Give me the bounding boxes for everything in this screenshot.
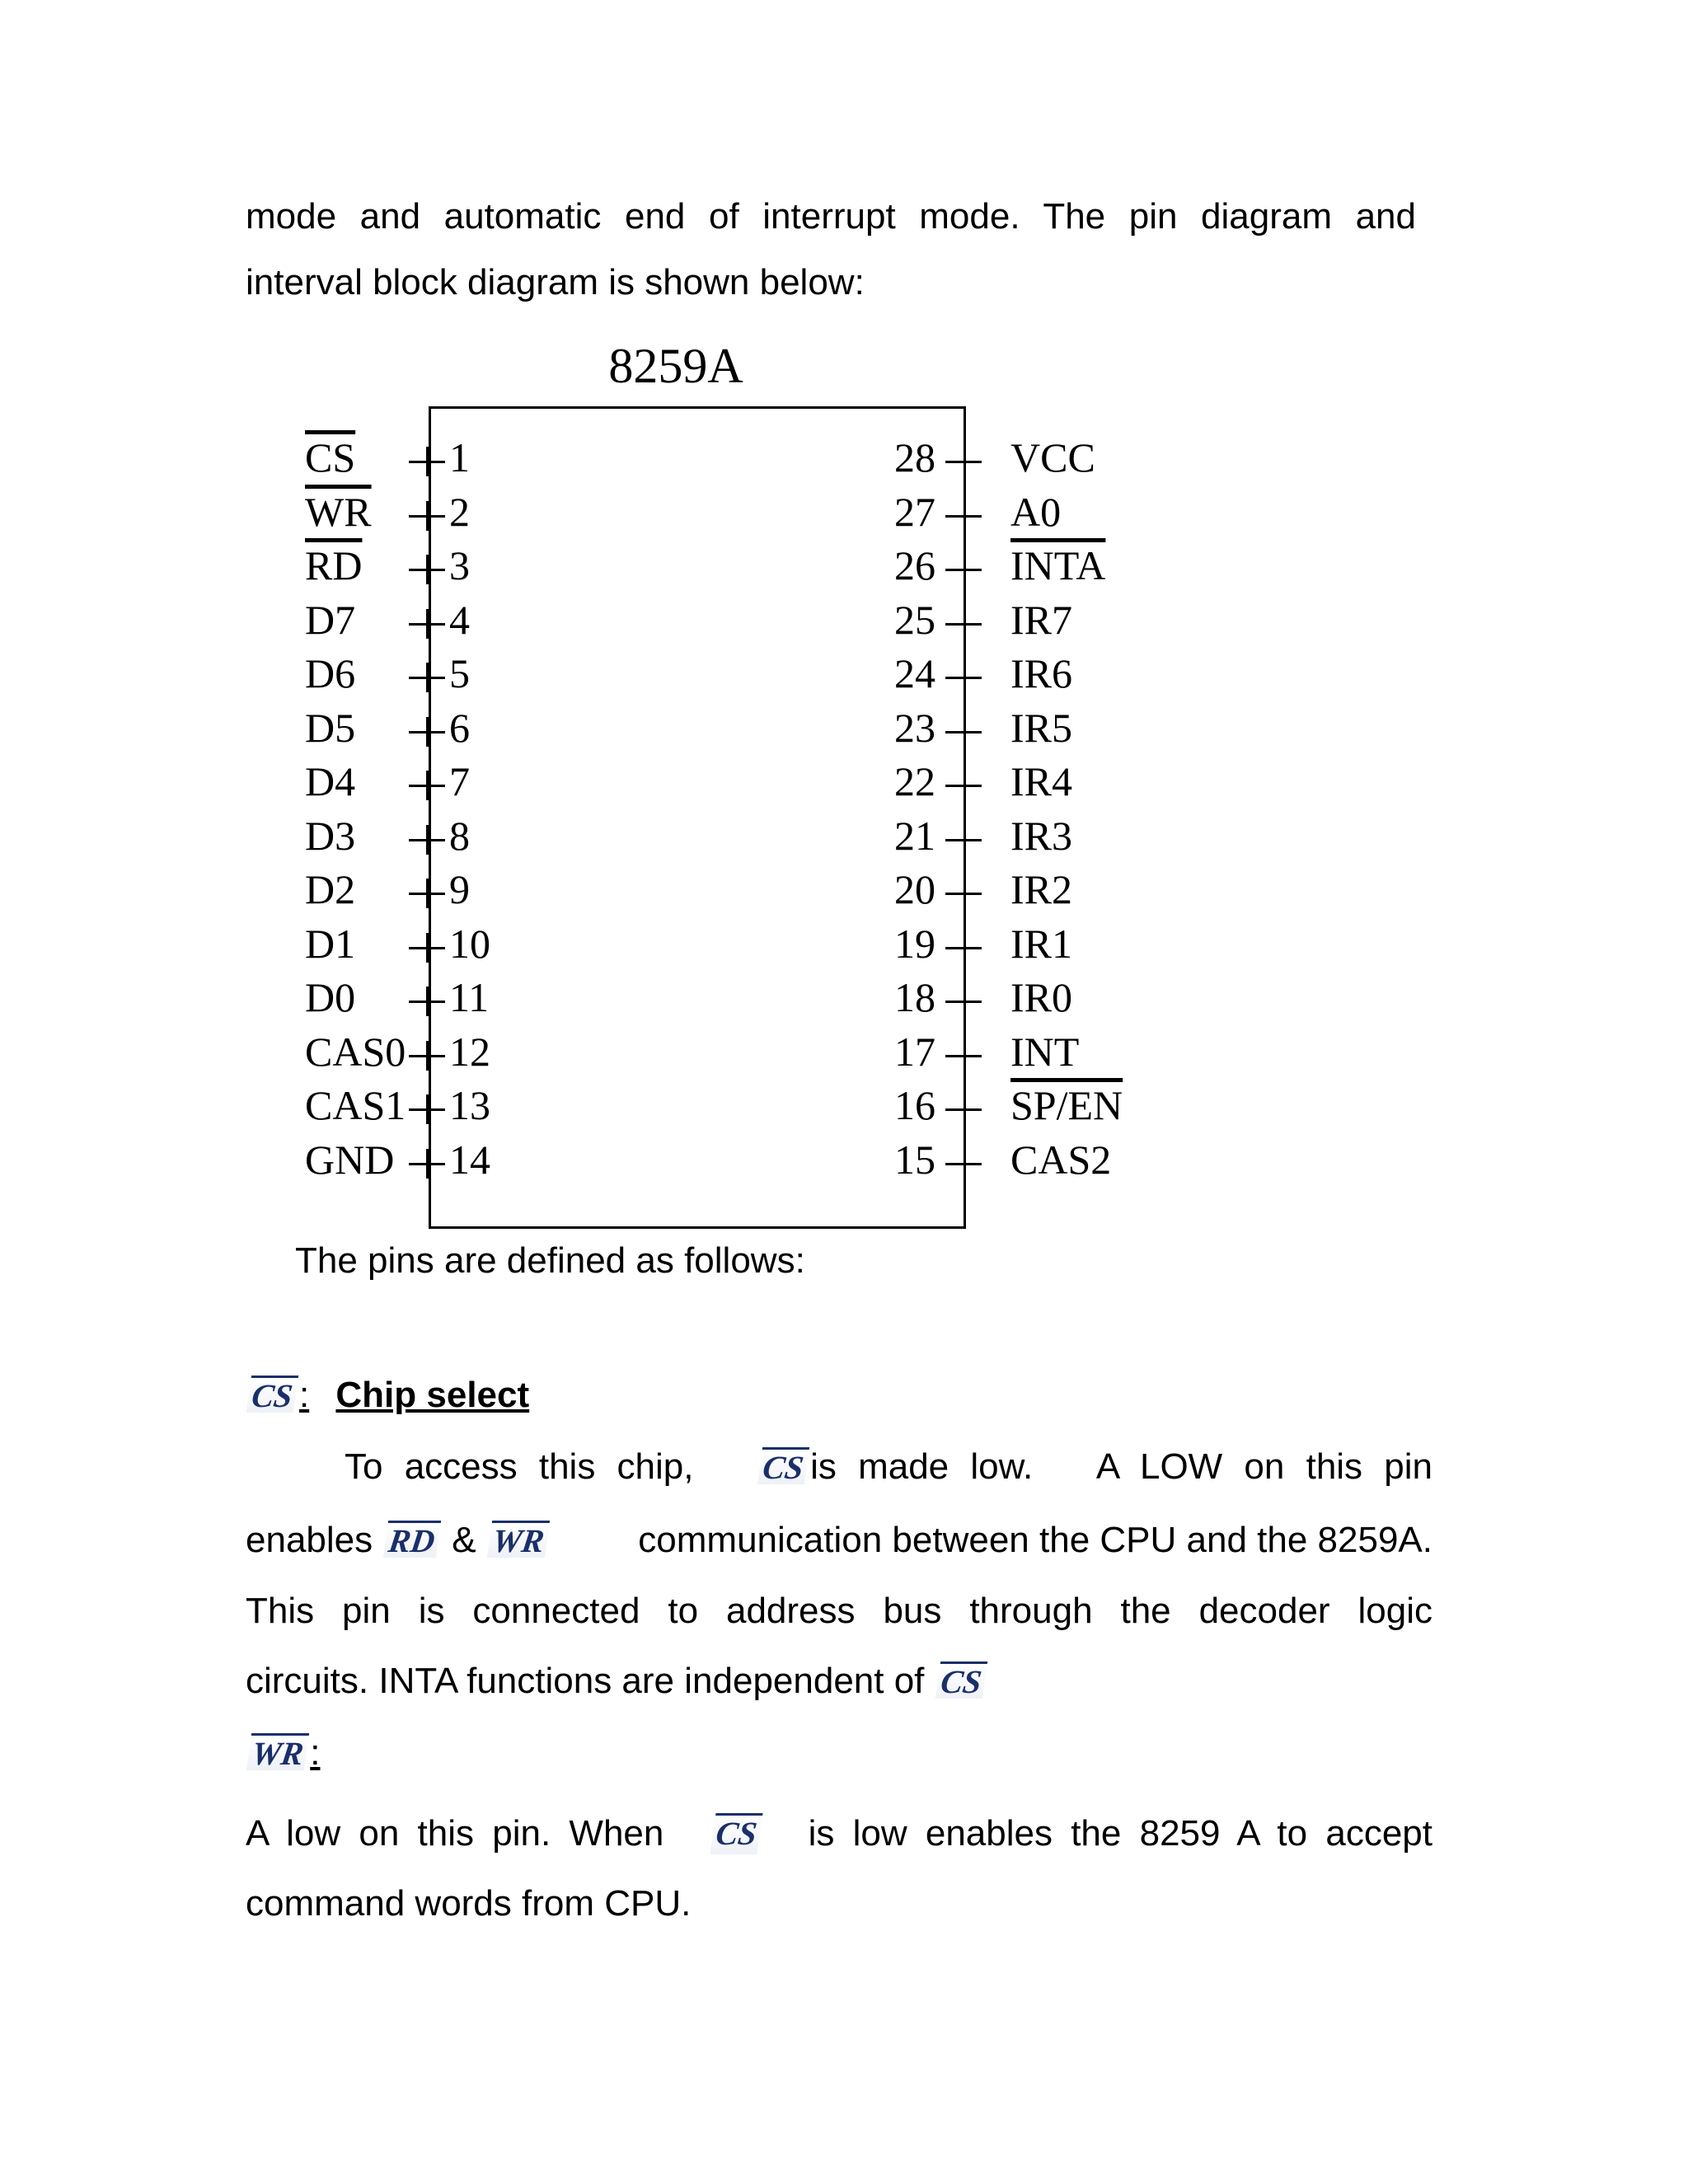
pin-label-wr: $\overline{WR}$	[305, 488, 372, 535]
pin-tick-26	[964, 555, 966, 584]
cs-signal-icon: CS	[935, 1661, 987, 1699]
wr-colon: :	[310, 1732, 321, 1773]
pin-tick-25	[964, 609, 966, 639]
pin-label-ir1: IR1	[1010, 920, 1072, 967]
cs-line-1	[345, 1446, 1432, 1488]
pin-tick-28	[964, 447, 966, 476]
pin-tick-14	[426, 1149, 429, 1179]
cs-line-1-text-b: is made low.	[810, 1446, 1034, 1487]
cs-signal-icon: CS	[246, 1376, 298, 1413]
pin-number-26: 26	[894, 542, 935, 588]
pin-number-27: 27	[894, 488, 935, 535]
pin-number-17: 17	[894, 1028, 935, 1075]
pin-tick-1	[426, 447, 429, 476]
wr-signal-icon: WR	[487, 1521, 551, 1558]
pin-tick-5	[426, 663, 429, 692]
pin-number-25: 25	[894, 596, 935, 643]
pin-tick-12	[426, 1041, 429, 1071]
pin-number-16: 16	[894, 1082, 935, 1128]
cs-line-4-text: circuits. INTA functions are independent of	[246, 1661, 925, 1701]
cs-colon: :	[298, 1375, 310, 1415]
cs-line-2	[246, 1520, 1432, 1561]
pin-label-ir3: IR3	[1010, 812, 1072, 859]
chip-body	[429, 406, 966, 1229]
wr-line-2: command words from CPU.	[246, 1883, 692, 1924]
pin-label-ir6: IR6	[1010, 650, 1072, 696]
pin-tick-22	[964, 771, 966, 800]
pins-intro: The pins are defined as follows:	[295, 1240, 805, 1281]
cs-signal-icon: CS	[710, 1813, 762, 1854]
pin-label-d7: D7	[305, 596, 356, 643]
pin-label-sp-en: SP/EN	[1010, 1082, 1123, 1128]
pin-label-ir7: IR7	[1010, 596, 1072, 643]
pin-label-d1: D1	[305, 920, 356, 967]
pin-number-3: 3	[449, 542, 470, 588]
pin-number-9: 9	[449, 866, 470, 912]
pin-label-ir4: IR4	[1010, 758, 1072, 804]
pin-tick-4	[426, 609, 429, 639]
pin-tick-20	[964, 879, 966, 908]
pin-label-a0: A0	[1010, 488, 1062, 535]
pin-tick-27	[964, 501, 966, 531]
pin-label-vcc: VCC	[1010, 434, 1095, 480]
pin-number-28: 28	[894, 434, 935, 480]
cs-line-4	[246, 1661, 988, 1702]
pin-number-22: 22	[894, 758, 935, 804]
pin-tick-9	[426, 879, 429, 908]
rd-signal-icon: RD	[383, 1521, 441, 1558]
pin-label-d6: D6	[305, 650, 356, 696]
pin-tick-11	[426, 987, 429, 1016]
cs-line-1-text-c: A LOW on this pin	[1095, 1446, 1432, 1487]
pin-tick-3	[426, 555, 429, 584]
pin-label-d5: D5	[305, 704, 356, 751]
pin-tick-7	[426, 771, 429, 800]
pin-tick-2	[426, 501, 429, 531]
pin-number-5: 5	[449, 650, 470, 696]
pin-label-ir0: IR0	[1010, 974, 1072, 1020]
cs-line-3: This pin is connected to address bus through the decoder logic	[246, 1591, 1432, 1631]
pin-number-21: 21	[894, 812, 935, 859]
pin-label-cs: $\overline{CS}$	[305, 434, 356, 480]
pin-label-cas2: CAS2	[1010, 1136, 1112, 1183]
pin-label-int: INT	[1010, 1028, 1080, 1075]
pin-number-14: 14	[449, 1136, 490, 1183]
pin-label-cas1: CAS1	[305, 1082, 406, 1128]
cs-line-1-mid	[757, 1446, 1033, 1488]
pin-tick-18	[964, 987, 966, 1016]
pin-label-ir5: IR5	[1010, 704, 1072, 751]
pin-label-rd: $\overline{RD}$	[305, 542, 363, 588]
pin-number-1: 1	[449, 434, 470, 480]
pin-tick-13	[426, 1094, 429, 1124]
wr-line-1-text-a: A low on this pin. When	[246, 1813, 664, 1854]
pin-label-d4: D4	[305, 758, 356, 804]
cs-line-2-left	[246, 1520, 551, 1561]
wr-line-1	[246, 1813, 1432, 1854]
pin-label-gnd: GND	[305, 1136, 395, 1183]
wr-line-1-text-b: is low enables the 8259 A to accept	[808, 1813, 1432, 1854]
cs-heading: Chip select	[335, 1375, 530, 1415]
pin-number-4: 4	[449, 596, 470, 643]
pin-number-10: 10	[449, 920, 490, 967]
pin-tick-15	[964, 1149, 966, 1179]
chip-title: 8259A	[608, 339, 743, 393]
pin-tick-8	[426, 825, 429, 855]
pin-number-23: 23	[894, 704, 935, 751]
pin-label-cas0: CAS0	[305, 1028, 406, 1075]
cs-signal-icon: CS	[757, 1447, 809, 1484]
pin-tick-6	[426, 717, 429, 747]
pin-number-20: 20	[894, 866, 935, 912]
pin-number-6: 6	[449, 704, 470, 751]
pin-label-d2: D2	[305, 866, 356, 912]
intro-line-1: mode and automatic end of interrupt mode. The pin diagram and	[246, 196, 1416, 237]
pin-number-24: 24	[894, 650, 935, 696]
pin-tick-16	[964, 1094, 966, 1124]
pin-tick-23	[964, 717, 966, 747]
pin-number-15: 15	[894, 1136, 935, 1183]
pin-number-19: 19	[894, 920, 935, 967]
pin-tick-10	[426, 933, 429, 963]
pin-label-inta: INTA	[1010, 542, 1106, 588]
pin-number-12: 12	[449, 1028, 490, 1075]
cs-heading-row	[246, 1375, 529, 1416]
pin-number-8: 8	[449, 812, 470, 859]
pin-number-11: 11	[449, 974, 490, 1020]
pin-tick-19	[964, 933, 966, 963]
pin-tick-21	[964, 825, 966, 855]
pin-label-ir2: IR2	[1010, 866, 1072, 912]
cs-line-2-amp: &	[452, 1520, 476, 1560]
cs-line-2-text-b: communication between the CPU and the 8259A.	[638, 1520, 1432, 1560]
pin-label-d0: D0	[305, 974, 356, 1020]
pin-number-13: 13	[449, 1082, 490, 1128]
pin-label-d3: D3	[305, 812, 356, 859]
cs-line-1-text-a: To access this chip,	[345, 1446, 694, 1487]
pin-number-2: 2	[449, 488, 470, 535]
wr-heading-row	[246, 1732, 320, 1774]
pin-tick-24	[964, 663, 966, 692]
pin-number-18: 18	[894, 974, 935, 1020]
cs-line-2-text-a: enables	[246, 1520, 373, 1560]
wr-signal-icon: WR	[246, 1733, 310, 1770]
pin-tick-17	[964, 1041, 966, 1071]
intro-line-2: interval block diagram is shown below:	[246, 262, 865, 302]
pin-number-7: 7	[449, 758, 470, 804]
